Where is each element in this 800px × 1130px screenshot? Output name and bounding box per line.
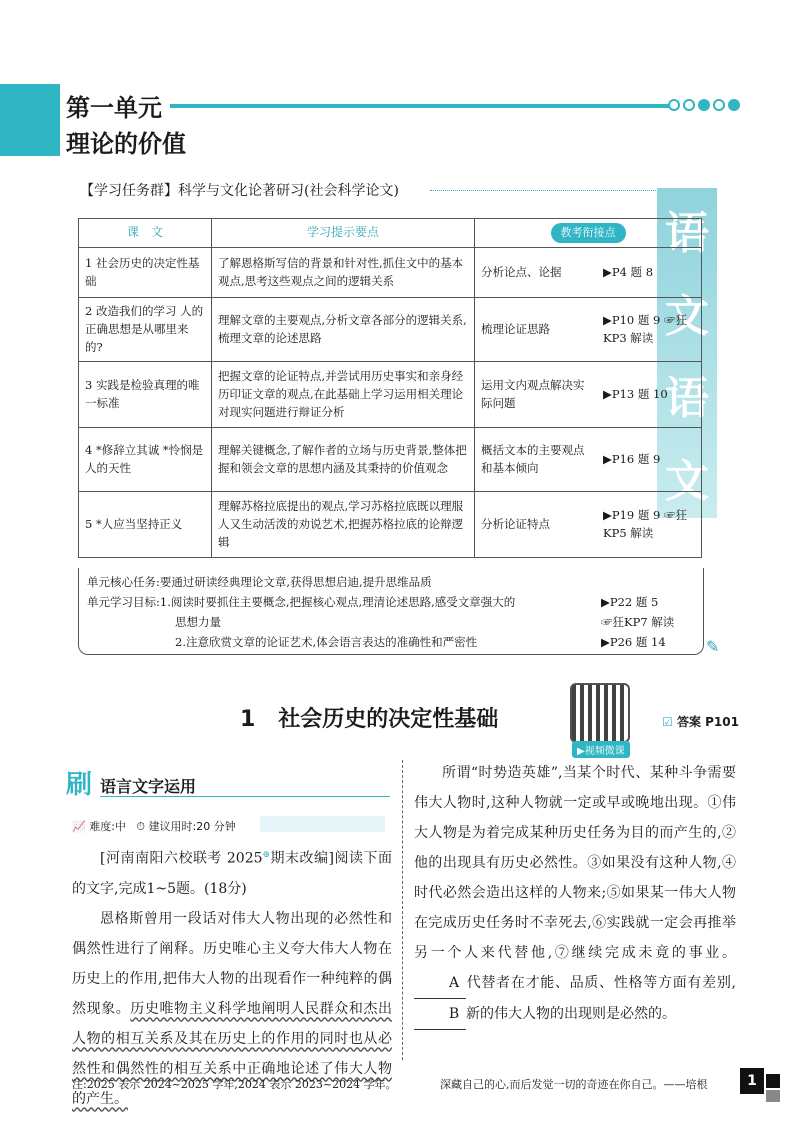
unit-subtitle: 理论的价值 <box>66 130 186 158</box>
page-corner-deco <box>766 1074 780 1088</box>
row-skill: 分析论点、论据 <box>475 247 598 297</box>
exercise-meta <box>72 818 236 834</box>
section-title: 语言文字运用 <box>100 777 197 796</box>
unit-overview-table <box>78 218 702 558</box>
summary-ref-3[interactable]: ▶P26 题 14 <box>601 635 666 649</box>
row-lesson: 1 社会历史的决定性基础 <box>79 247 212 297</box>
qr-code-icon[interactable] <box>570 683 630 743</box>
header-tips: 学习提示要点 <box>212 219 475 248</box>
row-ref[interactable]: ▶P16 题 9 <box>597 427 702 491</box>
unit-summary-box <box>78 568 704 655</box>
task-group: 【学习任务群】科学与文化论著研习(社会科学论文) <box>80 183 399 199</box>
footer-note: 注:2025 表示 2024~2025 学年,2024 表示 2023~2024 学年。 <box>72 1078 397 1091</box>
pen-icon: ✎ <box>706 637 720 656</box>
section-underline <box>100 796 390 797</box>
checkbox-icon: ☑ <box>662 715 673 729</box>
suggested-time: 建议用时:20 分钟 <box>148 820 236 833</box>
core-task: 单元核心任务:要通过研读经典理论文章,获得思想启迪,提升思维品质 <box>87 575 432 589</box>
task-divider <box>430 190 656 191</box>
row-lesson: 3 实践是检验真理的唯一标准 <box>79 361 212 427</box>
goal-1: 单元学习目标:1.阅读时要抓住主要概念,把握核心观点,理清论述思路,感受文章强大的 <box>87 595 516 609</box>
row-tips: 了解恩格斯写信的背景和针对性,抓住文中的基本观点,思考这些观点之间的逻辑关系 <box>212 247 475 297</box>
row-ref[interactable]: ▶P19 题 9 ☞狂KP5 解读 <box>597 491 702 557</box>
passage-left <box>72 840 392 1114</box>
wavy-underlined-sentence: 历史唯物主义科学地阐明人民群众和杰出人物的相互关系及其在历史上的作用的同时也从必然性和偶然性的相互关系中正确地论述了伟大人物的产生。 <box>72 1000 393 1107</box>
column-divider <box>402 760 403 1060</box>
lesson-number: 1 <box>240 707 256 732</box>
header-link <box>475 219 702 248</box>
table-row <box>79 297 702 361</box>
blank-b[interactable]: B <box>414 999 466 1030</box>
row-skill: 概括文本的主要观点和基本倾向 <box>475 427 598 491</box>
row-skill: 梳理论证思路 <box>475 297 598 361</box>
passage-right <box>414 758 736 1030</box>
passage-source: [河南南阳六校联考 2025⊕期末改编]阅读下面的文字,完成1~5题。(18分) <box>72 850 392 897</box>
section-mark: 刷 <box>66 770 93 800</box>
row-tips: 理解关键概念,了解作者的立场与历史背景,整体把握和领会文章的思想内涵及其秉持的价值观念 <box>212 427 475 491</box>
video-lesson-label[interactable]: ▶视频微课 <box>572 741 630 758</box>
row-tips: 理解苏格拉底提出的观点,学习苏格拉底既以理服人又生动活泼的劝说艺术,把握苏格拉底的论辩逻辑 <box>212 491 475 557</box>
row-tips: 理解文章的主要观点,分析文章各部分的逻辑关系,梳理文章的论述思路 <box>212 297 475 361</box>
goal-2: 2.注意欣赏文章的论证艺术,体会语言表达的准确性和严密性 <box>175 635 478 649</box>
row-ref[interactable]: ▶P13 题 10 <box>597 361 702 427</box>
unit-header-dots <box>668 99 740 111</box>
summary-ref-2[interactable]: ☞狂KP7 解读 <box>601 615 675 629</box>
row-lesson: 4 *修辞立其诚 *怜悯是人的天性 <box>79 427 212 491</box>
page-corner-deco <box>766 1090 780 1102</box>
side-tab-char: 文 <box>665 290 709 342</box>
side-tab-char: 语 <box>665 208 709 260</box>
table-row <box>79 247 702 297</box>
table-row <box>79 361 702 427</box>
link-tag: 教考衔接点 <box>551 223 626 243</box>
row-lesson: 5 *人应当坚持正义 <box>79 491 212 557</box>
page-number: 1 <box>740 1068 764 1094</box>
passage-para-1: 恩格斯曾用一段话对伟大人物出现的必然性和偶然性进行了阐释。历史唯心主义夸大伟大人物在历史上的作用,把伟大人物的出现看作一种纯粹的偶然现象。历史唯物主义科学地阐明人民群众和杰出人物的相互关系及其在历史上的作用的同时也从必然性和偶然性的相互关系中正确地论述了伟大人物的产生。 <box>72 910 393 1107</box>
difficulty: 难度:中 <box>89 820 126 833</box>
table-header-row <box>79 219 702 248</box>
row-tips: 把握文章的论证特点,并尝试用历史事实和亲身经历印证文章的观点,在此基础上学习运用相关理论对现实问题进行辩证分析 <box>212 361 475 427</box>
unit-color-bar <box>0 84 60 156</box>
footer-quote: 深藏自己的心,而后发觉一切的奇迹在你自己。——培根 <box>440 1078 708 1091</box>
row-ref[interactable]: ▶P10 题 9 ☞狂KP3 解读 <box>597 297 702 361</box>
row-skill: 分析论证特点 <box>475 491 598 557</box>
passage-para-2: 所谓“时势造英雄”,当某个时代、某种斗争需要伟大人物时,这种人物就一定或早或晚地出现。①伟大人物是为着完成某种历史任务为目的而产生的,②他的出现具有历史必然性。③如果没有这种人物,④时代必然会造出这样的人物来;⑤如果某一伟大人物在完成历史任务时不幸死去,⑥实践就一定会再推举另一个人来代替他,⑦继续完成未竟的事业。A 代替者在才能、品质、性格等方面有差别,B 新的伟大人物的出现则是必然的。 <box>414 758 736 1030</box>
side-tab-char: 文 <box>665 455 709 507</box>
row-lesson: 2 改造我们的学习 人的正确思想是从哪里来的? <box>79 297 212 361</box>
unit-header-line <box>170 104 670 108</box>
row-skill: 运用文内观点解决实际问题 <box>475 361 598 427</box>
table-row <box>79 491 702 557</box>
answer-page: 答案 P101 <box>676 715 739 729</box>
summary-ref-1[interactable]: ▶P22 题 5 <box>601 595 659 609</box>
side-tab-char: 语 <box>665 373 709 425</box>
table-row <box>79 427 702 491</box>
goal-1-cont: 思想力量 <box>175 615 221 629</box>
clock-icon: ⏱ <box>136 820 146 833</box>
unit-title: 第一单元 <box>66 94 162 122</box>
time-record-field[interactable] <box>260 816 385 832</box>
header-lesson: 课 文 <box>79 219 212 248</box>
blank-a[interactable]: A <box>414 968 466 999</box>
lesson-title <box>240 702 498 733</box>
lesson-name: 社会历史的决定性基础 <box>278 707 499 732</box>
chart-icon: 📈 <box>72 820 86 833</box>
answer-ref <box>662 713 739 730</box>
row-ref[interactable]: ▶P4 题 8 <box>597 247 702 297</box>
